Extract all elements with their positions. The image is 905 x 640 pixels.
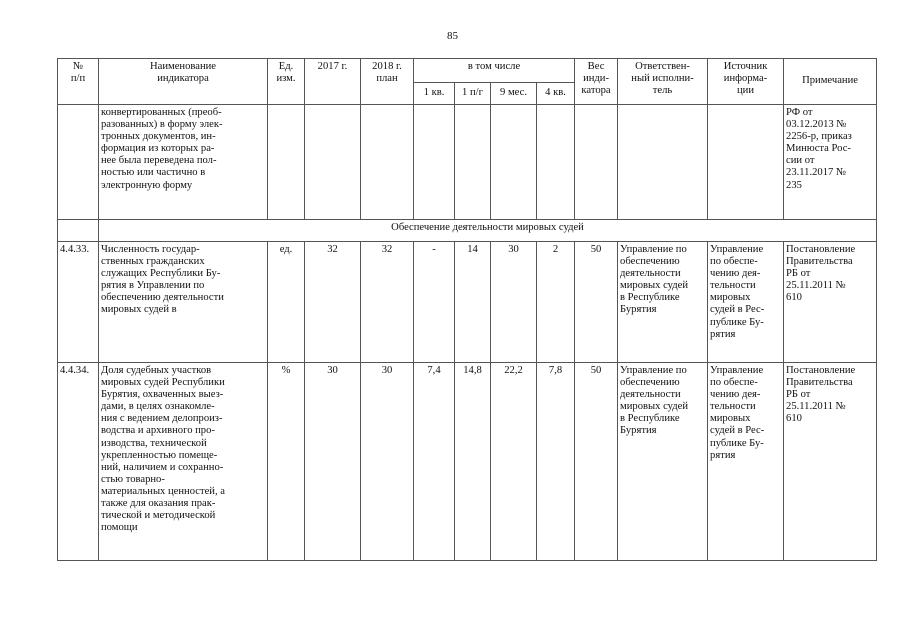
col-header-num: № п/п — [58, 59, 99, 105]
col-header-weight: Вес инди- катора — [575, 59, 618, 105]
col-header-h1: 1 п/г — [455, 83, 491, 105]
value-q1: - — [414, 242, 455, 363]
row-num: 4.4.33. — [58, 242, 99, 363]
indicators-table — [57, 58, 877, 561]
col-header-q1: 1 кв. — [414, 83, 455, 105]
responsible-cell: Управление по обеспечению деятельности мировых судей в Республике Бурятия — [618, 242, 708, 363]
source-cell: Управление по обеспе- чению дея- тельности мировых судей в Рес- публике Бу- рятия — [708, 242, 784, 363]
section-row — [58, 220, 877, 242]
value-2017: 30 — [305, 363, 361, 561]
value-q1: 7,4 — [414, 363, 455, 561]
value-q4: 2 — [537, 242, 575, 363]
source-cell: Управление по обеспе- чению дея- тельности мировых судей в Рес- публике Бу- рятия — [708, 363, 784, 561]
col-header-2018: 2018 г. план — [361, 59, 414, 105]
value-q4: 7,8 — [537, 363, 575, 561]
col-header-unit: Ед. изм. — [268, 59, 305, 105]
note-cell: РФ от 03.12.2013 № 2256-р, приказ Минюста Рос- сии от 23.11.2017 № 235 — [784, 105, 877, 220]
value-2018: 30 — [361, 363, 414, 561]
table-row — [58, 242, 877, 363]
note-cell: Постановление Правительства РБ от 25.11.2011 № 610 — [784, 363, 877, 561]
col-header-9m: 9 мес. — [491, 83, 537, 105]
value-2018: 32 — [361, 242, 414, 363]
col-header-note: Примечание — [784, 59, 877, 105]
value-h1: 14 — [455, 242, 491, 363]
col-header-2017: 2017 г. — [305, 59, 361, 105]
col-header-including: в том числе — [414, 59, 575, 83]
continuation-row — [58, 105, 877, 220]
table-row — [58, 363, 877, 561]
unit-cell: % — [268, 363, 305, 561]
value-h1: 14,8 — [455, 363, 491, 561]
unit-cell: ед. — [268, 242, 305, 363]
col-header-q4: 4 кв. — [537, 83, 575, 105]
page-number: 85 — [447, 30, 458, 42]
responsible-cell: Управление по обеспечению деятельности мировых судей в Республике Бурятия — [618, 363, 708, 561]
value-9m: 22,2 — [491, 363, 537, 561]
section-title: Обеспечение деятельности мировых судей — [99, 220, 877, 242]
note-cell: Постановление Правительства РБ от 25.11.2011 № 610 — [784, 242, 877, 363]
header-row-1 — [58, 59, 877, 83]
weight-cell: 50 — [575, 242, 618, 363]
weight-cell: 50 — [575, 363, 618, 561]
indicator-name: конвертированных (преоб- разованных) в форму элек- тронных документов, ин- формация из которых ра- нее была переведена пол- ностью или частично в электронную форму — [99, 105, 268, 220]
value-2017: 32 — [305, 242, 361, 363]
indicator-name: Доля судебных участков мировых судей Республики Бурятия, охваченных выез- дами, в целях ознакомле- ния с ведением делопроиз- водства и архивного про- изводства, технической укрепленностью помеще- ний, наличием и сохранно- стью товарно- материальных ценностей, а также для оказания прак- тической и методической помощи — [99, 363, 268, 561]
row-num: 4.4.34. — [58, 363, 99, 561]
col-header-source: Источник информа- ции — [708, 59, 784, 105]
indicator-name: Численность государ- ственных гражданских служащих Республики Бу- рятия в Управлении по обеспечению деятельности мировых судей в — [99, 242, 268, 363]
col-header-responsible: Ответствен- ный исполни- тель — [618, 59, 708, 105]
col-header-name: Наименование индикатора — [99, 59, 268, 105]
value-9m: 30 — [491, 242, 537, 363]
